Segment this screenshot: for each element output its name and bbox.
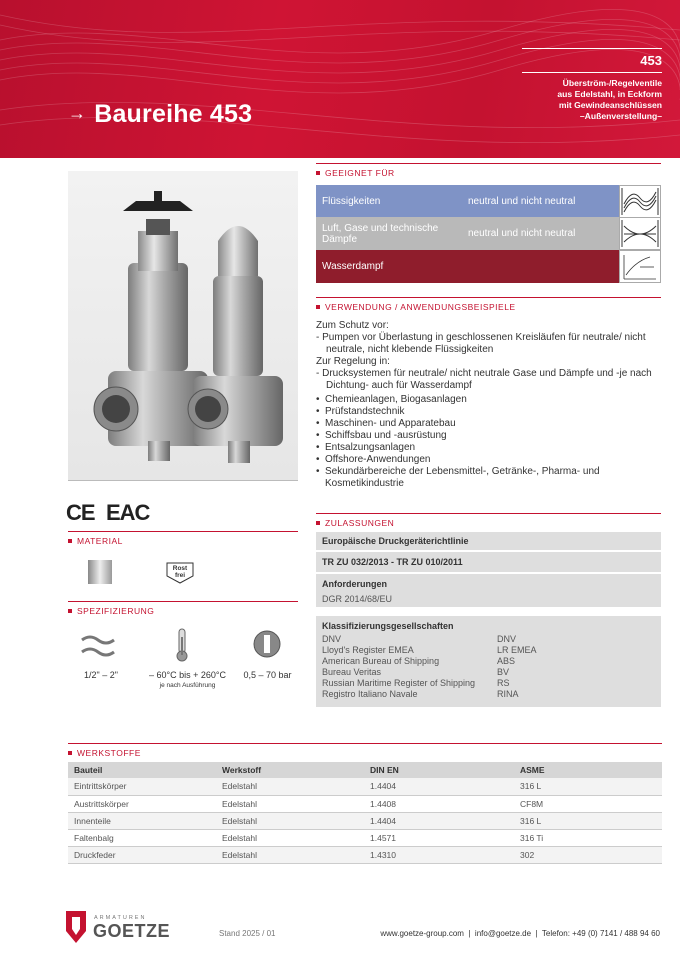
arrow-right-icon: → [68,103,87,123]
table-row: Austrittskörper Edelstahl 1.4408 CF8M [68,795,662,812]
table-row: Bureau Veritas BV [322,667,510,677]
square-icon [316,305,320,309]
header-banner [0,0,680,158]
list-item: • Maschinen- und Apparatebau [316,418,661,430]
table-header-row: Bauteil Werkstoff DIN EN ASME [68,762,662,778]
liquid-wave-icon [619,185,661,218]
steam-diagram-icon [619,250,661,283]
series-number: 453 [522,49,662,73]
table-row: Eintrittskörper Edelstahl 1.4404 316 L [68,778,662,795]
thermometer-icon [173,627,191,663]
suitable-row-steam: Wasserdampf [316,250,661,283]
square-icon [316,521,320,525]
table-row: Innenteile Edelstahl 1.4404 316 L [68,812,662,829]
thread-connection-icon [80,632,120,660]
table-row: Druckfeder Edelstahl 1.4310 302 [68,846,662,863]
requirements-box: Anforderungen DGR 2014/68/EU [316,574,661,607]
materials-heading: WERKSTOFFE [68,743,662,758]
eac-mark: EAC [106,500,150,525]
temperature-range: – 60°C bis + 260°C [149,670,226,680]
usage-text: Zum Schutz vor: - Pumpen vor Überlastung in geschlossenen Kreisläufen für neutrale/ nicht neutrale, nicht klebende Flüssigkeiten Zur Regelung in: - Drucksystemen für neutrale/ nicht neutrale Gase und Dämpfe und -je nach Dichtung- auch für Wasserdampf • Chemieanlagen, Biogasanlagen • Prüfstandstechnik • Maschinen- und Apparatebau • Schiffsbau und -ausrüstung • Entsalzungsanlagen • Offshore-Anwendungen • Sekundärbereiche der Lebensmittel-, Getränke-, Pharma- und Kosmetikindustrie [316,320,661,490]
stainless-swatch [88,560,112,584]
logo-subtitle: ARMATUREN [94,915,147,921]
table-row: Registro Italiano Navale RINA [322,689,519,699]
table-row: Faltenbalg Edelstahl 1.4571 316 Ti [68,829,662,846]
square-icon [316,171,320,175]
list-item: • Sekundärbereiche der Lebensmittel-, Getränke-, Pharma- und Kosmetikindustrie [316,466,661,490]
series-info [522,48,662,122]
series-subtitle: Überström-/Regelventile aus Edelstahl, in Eckform mit Gewindeanschlüssen –Außenverstellung– [557,78,662,121]
square-icon [68,751,72,755]
ped-box: Europäische Druckgeräterichtlinie [316,532,661,550]
pressure-range: 0,5 – 70 bar [243,670,292,680]
classification-box: Klassifizierungsgesellschaften DNV DNV Lloyd's Register EMEA LR EMEA American Bureau of Shipping ABS Bureau Veritas BV Russian Maritime Register of Shipping RS Registro Italiano Navale RINA [316,616,661,707]
contact-info: www.goetze-group.com | info@goetze.de | Telefon: +49 (0) 7141 / 488 94 60 [380,929,660,938]
suitable-heading: GEEIGNET FÜR [316,163,661,178]
goetze-logo [62,905,172,954]
table-row: Lloyd's Register EMEA LR EMEA [322,645,537,655]
valve-illustration [68,171,298,481]
rustfree-badge: Rost frei [165,561,195,585]
pressure-gauge-icon [252,629,282,659]
approvals-heading: ZULASSUNGEN [316,513,661,528]
temperature-note: je nach Ausführung [159,682,216,689]
square-icon [68,609,72,613]
materials-table [68,762,662,864]
list-item: • Prüfstandstechnik [316,406,661,418]
ce-mark: CE [66,500,95,525]
list-item: • Offshore-Anwendungen [316,454,661,466]
page-title: → Baureihe 453 [68,100,253,128]
usage-list [316,394,661,490]
list-item: • Schiffsbau und -ausrüstung [316,430,661,442]
tr-box: TR ZU 032/2013 - TR ZU 010/2011 [316,552,661,572]
table-row: Russian Maritime Register of Shipping RS [322,678,510,688]
square-icon [68,539,72,543]
list-item: • Entsalzungsanlagen [316,442,661,454]
suitable-row-liquids: Flüssigkeiten neutral und nicht neutral [316,185,661,218]
table-row: American Bureau of Shipping ABS [322,656,516,666]
document-date: Stand 2025 / 01 [219,929,276,938]
suitable-row-gases: Luft, Gase und technische Dämpfe neutral und nicht neutral [316,217,661,250]
logo-text: GOETZE [93,921,171,941]
gas-flow-icon [619,217,661,250]
product-photo [68,171,298,481]
spec-heading: SPEZIFIZIERUNG [68,601,298,616]
size-range: 1/2" – 2" [84,670,118,680]
usage-heading: VERWENDUNG / ANWENDUNGSBEISPIELE [316,297,661,312]
material-heading: MATERIAL [68,531,298,546]
table-row: DNV DNV [322,634,517,644]
list-item: • Chemieanlagen, Biogasanlagen [316,394,661,406]
